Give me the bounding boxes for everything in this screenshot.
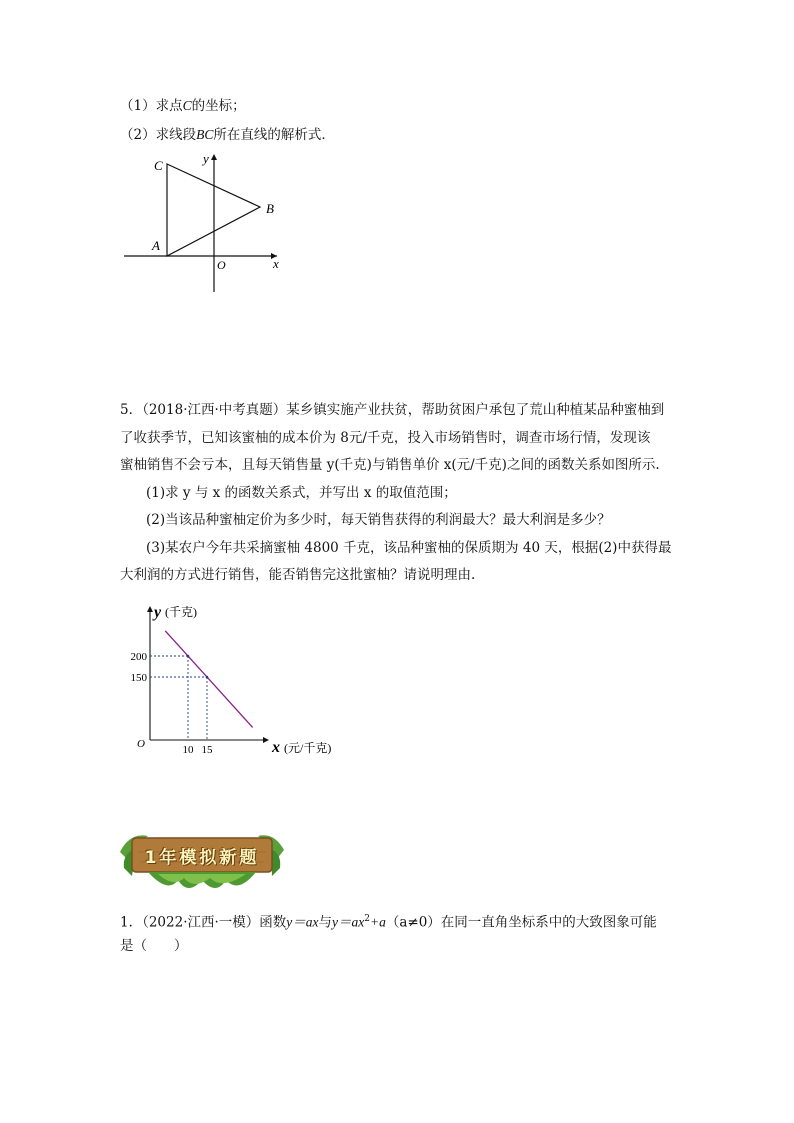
label-o: O (217, 258, 226, 272)
q4-sub2: （2）求线段BC所在直线的解析式． (120, 127, 335, 143)
label-y: y (203, 151, 209, 166)
chart-yunit: (千克) (165, 605, 197, 619)
banner-title: 1年模拟新题 (144, 848, 260, 868)
q4-sub1: （1）求点C的坐标； (120, 98, 246, 114)
section-banner (118, 822, 286, 894)
x-tick-label-0: 10 (182, 744, 194, 756)
q5-part1: (1)求 y 与 x 的函数关系式，并写出 x 的取值范围； (146, 485, 457, 501)
q5-line3: 蜜柚销售不会亏本，且每天销售量 y(千克)与销售单价 x(元/千克)之间的函数关系如图所示. (120, 457, 660, 473)
chart-xunit: (元/千克) (284, 741, 332, 755)
q5-part3-line2: 大利润的方式进行销售，能否销售完这批蜜柚？请说明理由. (120, 567, 476, 583)
chart-x-arrow (263, 737, 269, 743)
x-tick-label-1: 15 (201, 744, 213, 756)
q5-line1: 5．（2018·江西·中考真题）某乡镇实施产业扶贫，帮助贫困户承包了荒山种植某品种蜜柚到 (120, 402, 665, 418)
data-point-0 (187, 655, 190, 658)
label-b: B (266, 201, 274, 216)
q5-line2: 了收获季节，已知该蜜柚的成本价为 8元/千克，投入市场销售时，调查市场行情，发现该 (120, 430, 651, 446)
q1-line2: 是（ ） (120, 938, 188, 954)
label-a: A (152, 238, 160, 253)
chart-y-arrow (147, 606, 153, 612)
label-c: C (154, 158, 163, 173)
q5-part2: (2)当该品种蜜柚定价为多少时，每天销售获得的利润最大？最大利润是多少？ (146, 512, 611, 528)
data-point-1 (206, 676, 209, 679)
chart-xlabel: x (272, 739, 280, 756)
label-x: x (273, 256, 279, 271)
chart-ylabel: y (154, 604, 162, 621)
y-tick-label-0: 200 (130, 651, 147, 663)
y-tick-label-1: 150 (130, 672, 147, 684)
q5-part3-line1: (3)某农户今年共采摘蜜柚 4800 千克，该品种蜜柚的保质期为 40 天，根据(2)中获得最 (146, 540, 672, 556)
chart-origin: O (137, 738, 145, 750)
data-line (165, 631, 252, 728)
q1-line1: 1．（2022·江西·一模）函数y＝ax与$y=ax^2+a(a\ne 0)$在同一直角坐标系中的大致图象可能 (120, 914, 657, 931)
